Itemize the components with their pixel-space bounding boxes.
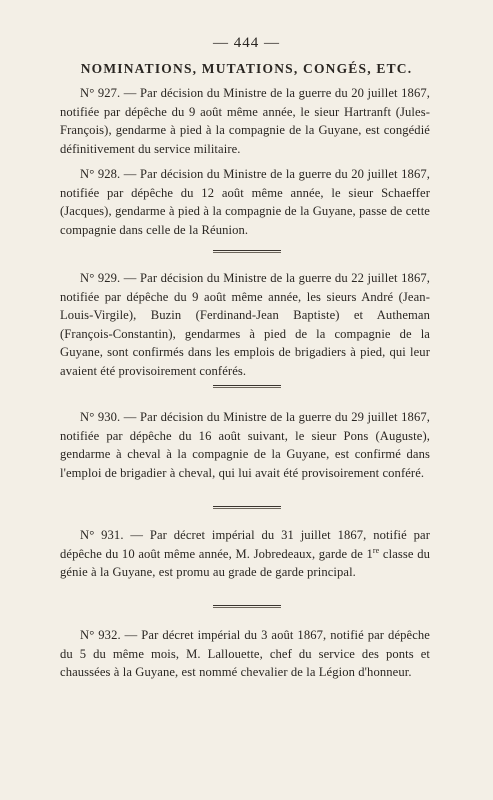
separator-rule [213, 506, 281, 507]
page-heading: NOMINATIONS, MUTATIONS, CONGÉS, ETC. [80, 61, 413, 76]
ordinal-superscript: re [372, 545, 380, 555]
page-number: — 444 — [213, 35, 280, 51]
separator-rule [213, 605, 281, 606]
entry-928: N° 928. — Par décision du Ministre de la guerre du 20 juillet 1867, notifiée par dépêche du 12 août même année, le sieur Schaeffer (Jacques), gendarme à pied à la compagnie de la Guyane, passe de cette compagnie dans celle de la Réunion. [60, 167, 430, 237]
entry-931 [60, 526, 430, 582]
separator-rule [213, 385, 281, 386]
entry-930: N° 930. — Par décision du Ministre de la guerre du 29 juillet 1867, notifiée par dépêche du 16 août suivant, le sieur Pons (Auguste), gendarme à cheval à la compagnie de la Guyane, est confirmé dans l'emploi de brigadier à cheval, qui lui avait été provisoirement conféré. [60, 410, 430, 480]
entry-931-text: N° 931. — Par décret impérial du 31 juillet 1867, notifié par dépêche du 10 août même année, M. Jobredeaux, garde de 1 [60, 528, 430, 561]
separator-rule [213, 250, 281, 251]
entry-932: N° 932. — Par décret impérial du 3 août 1867, notifié par dépêche du 5 du même mois, M. Lallouette, chef du service des ponts et chaussées à la Guyane, est nommé chevalier de la Légion d'honneur. [60, 628, 430, 680]
entry-929: N° 929. — Par décision du Ministre de la guerre du 22 juillet 1867, notifiée par dépêche du 9 août même année, les sieurs André (Jean-Louis-Virgile), Buzin (Ferdinand-Jean Baptiste) et Autheman (François-Constantin), gendarmes à pied de la compagnie de la Guyane, sont confirmés dans les emplois de brigadiers à pied, qui leur avaient été provisoirement conférés. [60, 271, 430, 378]
entry-927: N° 927. — Par décision du Ministre de la guerre du 20 juillet 1867, notifiée par dépêche du 9 août même année, le sieur Hartranft (Jules-François), gendarme à pied à la compagnie de la Guyane, est congédié définitivement du service militaire. [60, 86, 430, 156]
entry-931-text-cont: classe du génie à la Guyane, est promu au grade de garde principal. [60, 546, 430, 580]
